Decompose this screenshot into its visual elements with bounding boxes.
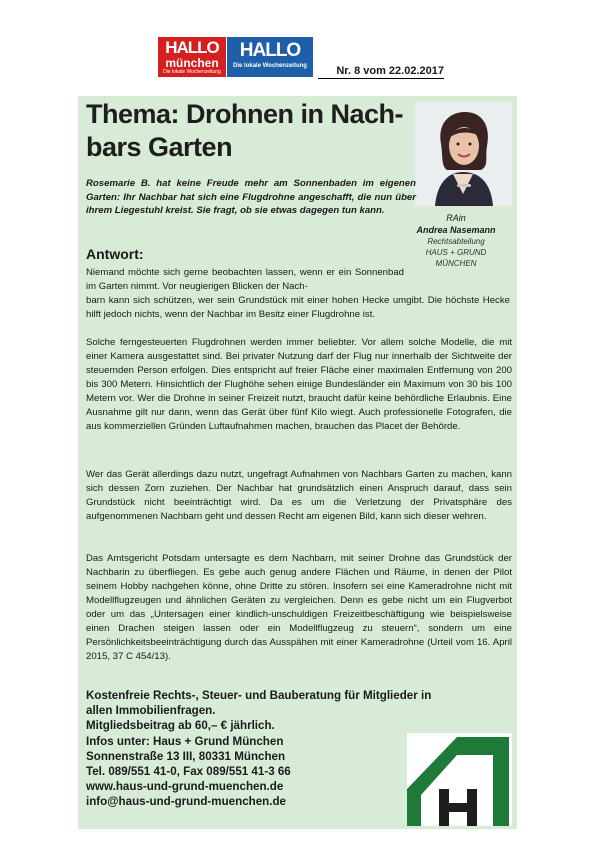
answer-paragraph-4: Das Amtsgericht Potsdam untersagte es dem Nachbarn, mit seiner Drohne das Grundstück der Nachbarin zu überfliegen. Es gebe auch genug andere Flächen und Räume, in denen der Pilot seinem Hobby nachgehen könne, ohne Dritte zu stören. Insofern sei eine Kameradrohne nicht mit Modellflugzeugen und ähnlichen Geräten zu vergleichen. Denn es gebe nicht um ein Flugverbot oder um das „Untersagen einer kindlich-unschuldigen Freizeitbeschäftigung wie beispielsweise einen Drachen steigen lassen oder ein Modellflugzeug zu steuern“, sondern um eine Persönlichkeitsbeeinträchtigung durch das Ausspähen mit einer Kameradrohne (Urteil vom 16. April 2015, 37 C 454/13).	[86, 553, 512, 662]
article-title	[86, 98, 406, 164]
website-link[interactable]: www.haus-und-grund-muenchen.de	[86, 780, 284, 794]
author-title: RAin	[446, 213, 466, 223]
answer-paragraph-1-start: Niemand möchte sich gerne beobachten lassen, wenn er ein Sonnenbad im Garten nimmt. Vor neugierigen Blicken der Nach-	[86, 267, 404, 292]
author-department: Rechtsabteilung	[427, 237, 485, 246]
info-label: Infos unter: Haus + Grund München	[86, 734, 284, 748]
house-icon	[407, 733, 512, 826]
answer-paragraph-3: Wer das Gerät allerdings dazu nutzt, ungefragt Aufnahmen von Nachbars Garten zu machen, kann sich dessen Zorn zuziehen. Der Nachbar hat grundsätzlich einen Anspruch darauf, dass sein Grundstück nicht beeinträchtigt wird. Da es um die Verletzung der Privatsphäre des aufgenommenen Nachbarn geht und dessen Recht am eigenen Bild, kann sich dieser wehren.	[86, 469, 512, 522]
contact-line-2: allen Immobilienfragen.	[86, 704, 216, 718]
article-title-line1: Thema: Drohnen in Nach-	[86, 99, 404, 129]
hallo-muenchen-logo	[158, 37, 226, 77]
answer-paragraph-1	[86, 266, 510, 322]
haus-und-grund-logo	[407, 733, 512, 826]
answer-paragraph-1-end: barn kann sich schützen, wer sein Grundstück mit einer hohen Hecke umgibt. Die höchste Hecke hilft jedoch nichts, wenn der Nachbar im Besitz einer Flugdrohne ist.	[86, 295, 510, 320]
reader-question: Rosemarie B. hat keine Freude mehr am Sonnenbaden im eigenen Garten: Ihr Nachbar hat sich eine Flugdrohne angeschafft, die nun über ihrem Liegestuhl kreist. Sie fragt, ob sie etwas dagegen tun kann.	[86, 178, 416, 217]
author-portrait-image	[415, 102, 512, 206]
author-city: MÜNCHEN	[435, 259, 477, 268]
membership-fee: Mitgliedsbeitrag ab 60,– € jährlich.	[86, 719, 275, 733]
article-title-line2: bars Garten	[86, 132, 233, 162]
logo2-tagline: Die lokale Wochenzeitung	[233, 63, 307, 69]
logo1-wordmark: HALLO	[165, 38, 219, 57]
address: Sonnenstraße 13 III, 80331 München	[86, 749, 286, 763]
author-photo	[415, 102, 512, 206]
issue-label: Nr. 8 vom 22.02.2017	[318, 65, 444, 79]
email-link[interactable]: info@haus-und-grund-muenchen.de	[86, 795, 287, 809]
logo1-city: münchen	[165, 56, 219, 70]
author-organisation: HAUS + GRUND	[425, 248, 487, 257]
hallo-logo	[227, 37, 313, 77]
contact-line-1: Kostenfreie Rechts-, Steuer- und Bauberatung für Mitglieder in	[86, 689, 432, 702]
answer-heading: Antwort:	[86, 246, 144, 262]
author-name: Andrea Nasemann	[416, 225, 496, 235]
logo2-wordmark: HALLO	[239, 40, 301, 61]
author-block	[396, 212, 516, 269]
phone-fax: Tel. 089/551 41-0, Fax 089/551 41-3 66	[86, 765, 291, 779]
logo1-tagline: Die lokale Wochenzeitung	[163, 69, 221, 75]
answer-paragraph-2: Solche ferngesteuerten Flugdrohnen werden immer beliebter. Vor allem solche Modelle, die mit einer Kamera ausgestattet sind. Bei privater Nutzung darf der Flug nur innerhalb der Sichtweite der steuernden Person erfolgen. Dies entspricht auf freier Fläche einer maximalen Entfernung von 200 bis 300 Metern. Hinsichtlich der Flughöhe sehen einige Bundesländer ein Maximum von 30 bis 100 Metern vor. Wer die Drohne in seiner Freizeit nutzt, braucht dafür keine behördliche Erlaubnis. Eine Ausnahme gilt nur dann, wenn das Gerät über fünf Kilo wiegt. Auch professionelle Fotografen, die aus kommerziellen Gründen Luftaufnahmen machen, brauchen das Placet der Behörde.	[86, 337, 512, 432]
